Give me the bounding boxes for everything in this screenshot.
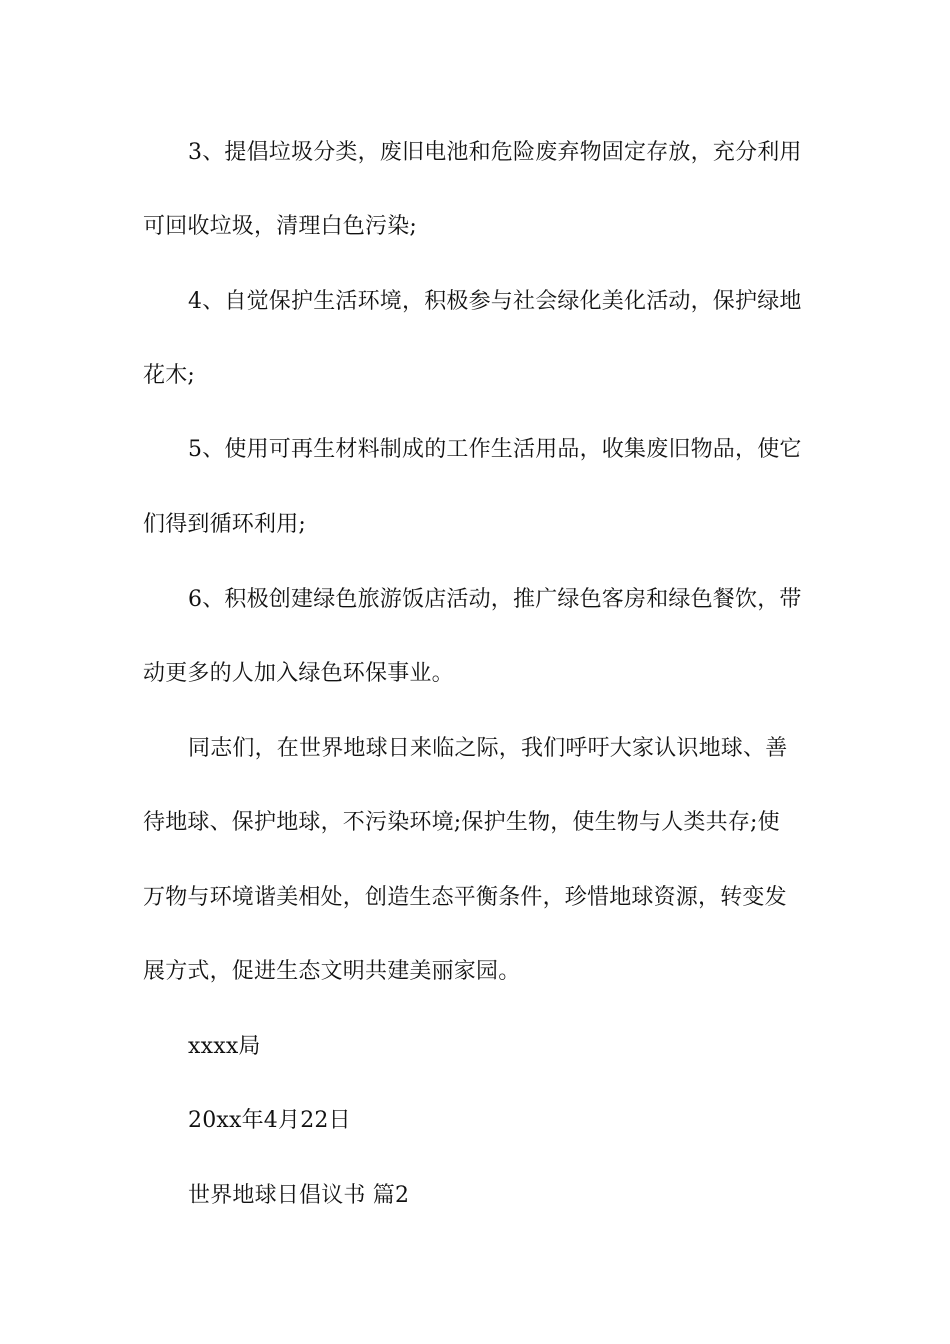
item-3-line-1: 3、提倡垃圾分类，废旧电池和危险废弃物固定存放，充分利用 xyxy=(188,140,802,165)
closing-paragraph-line-4: 展方式，促进生态文明共建美丽家园。 xyxy=(143,959,521,984)
closing-paragraph-line-1: 同志们，在世界地球日来临之际，我们呼吁大家认识地球、善 xyxy=(188,736,788,761)
signature-date: 20xx年4月22日 xyxy=(188,1108,351,1133)
signature-organization: xxxx局 xyxy=(188,1034,261,1059)
item-5-line-2: 们得到循环利用; xyxy=(143,512,307,537)
item-4-line-1: 4、自觉保护生活环境，积极参与社会绿化美化活动，保护绿地 xyxy=(188,289,802,314)
item-3-line-2: 可回收垃圾，清理白色污染; xyxy=(143,214,418,239)
item-6-line-1: 6、积极创建绿色旅游饭店活动，推广绿色客房和绿色餐饮，带 xyxy=(188,587,802,612)
closing-paragraph-line-2: 待地球、保护地球，不污染环境;保护生物，使生物与人类共存;使 xyxy=(143,810,780,835)
section-heading: 世界地球日倡议书 篇2 xyxy=(188,1183,410,1208)
closing-paragraph-line-3: 万物与环境谐美相处，创造生态平衡条件，珍惜地球资源，转变发 xyxy=(143,885,787,910)
item-4-line-2: 花木; xyxy=(143,363,196,388)
item-6-line-2: 动更多的人加入绿色环保事业。 xyxy=(143,661,454,686)
item-5-line-1: 5、使用可再生材料制成的工作生活用品，收集废旧物品，使它 xyxy=(188,437,802,462)
